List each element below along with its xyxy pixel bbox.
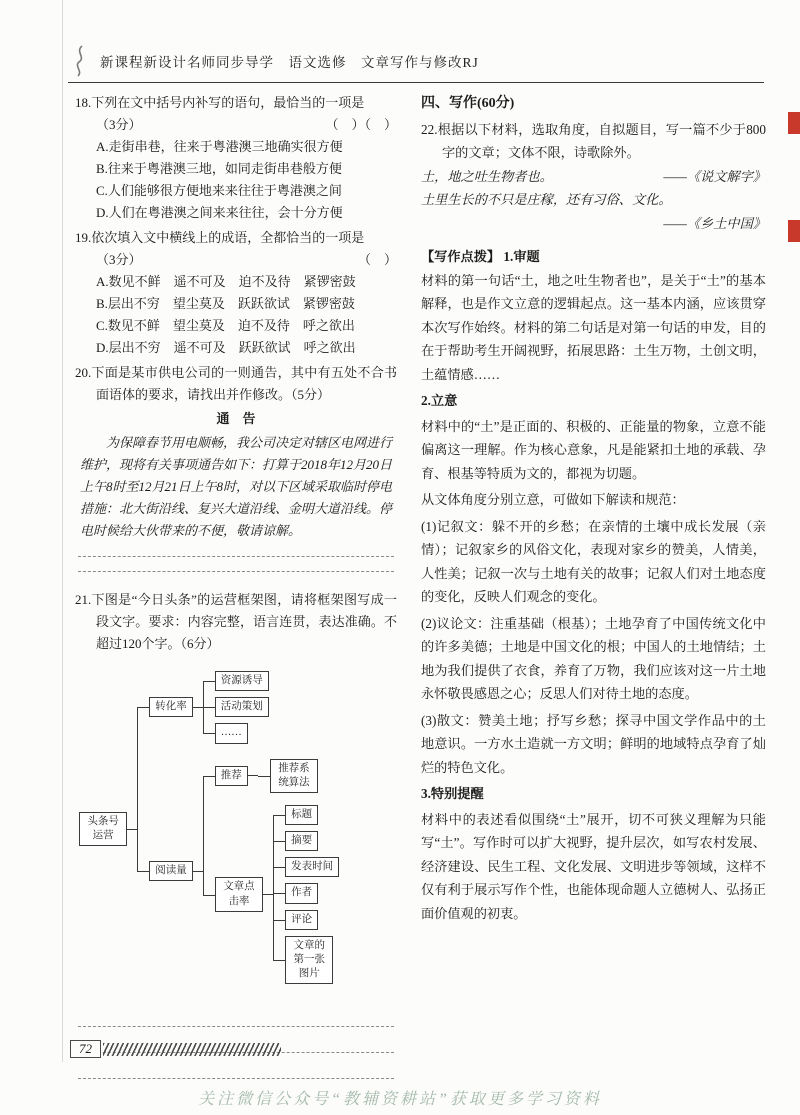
flowchart-branch-reading xyxy=(137,750,339,994)
question-19-score: （3分） xyxy=(96,252,142,267)
question-18-option-b: B.往来于粤港澳三地，如同走街串巷般方便 xyxy=(96,161,342,176)
tips-section-2-para-1: 材料中的“土”是正面的、积极的、正能量的物象，立意不能偏离这一理解。作为核心意象，凡是能紧扣土地的承载、孕育、根基等特质为文的，都视为切题。 xyxy=(421,418,766,481)
answer-line xyxy=(78,1078,394,1079)
flowchart-node-recommend: 推荐 xyxy=(215,766,248,786)
question-18 xyxy=(75,92,397,224)
question-19-option-b: B.层出不穷 望尘莫及 跃跃欲试 紧锣密鼓 xyxy=(96,296,355,311)
page-footer xyxy=(70,1040,281,1058)
spacer xyxy=(75,557,397,571)
header-rule xyxy=(68,82,764,83)
flowchart-node-ctr: 文章点击率 xyxy=(215,877,263,911)
quote-2-text: 土里生长的不只是庄稼，还有习俗、文化。 xyxy=(421,192,672,207)
writing-tips-heading xyxy=(421,245,766,269)
quote-1-text: 土，地之吐生物者也。 xyxy=(421,168,553,184)
flowchart-leaf xyxy=(273,933,339,988)
question-18-option-a: A.走街串巷，往来于粤港澳三地确实很方便 xyxy=(96,139,343,154)
question-22-stem: 22.根据以下材料，选取角度，自拟题目，写一篇不少于800字的文章；文体不限，诗歌除外。 xyxy=(421,121,766,160)
question-19 xyxy=(75,227,397,359)
tips-section-1-body: 材料的第一句话“土，地之吐生物者也”，是关于“土”的基本解释，也是作文立意的逻辑起点。这一基本内涵，应该贯穿本次写作始终。材料的第二句话是对第一句话的申发，目的在于帮助考生开阔视野，拓展思路：土生万物，土创文明，土蕴情感…… xyxy=(421,272,766,382)
question-19-option-c: C.数见不鲜 望尘莫及 迫不及待 呼之欲出 xyxy=(96,318,355,333)
flowchart-leaf xyxy=(203,668,269,694)
flowchart-connector xyxy=(193,871,203,872)
flowchart-node-ellipsis: …… xyxy=(215,723,248,743)
flowchart-leaf xyxy=(273,880,339,906)
section-heading: 四、写作(60分) xyxy=(421,96,515,111)
flowchart-branch-conversion xyxy=(137,665,339,750)
page-content xyxy=(75,92,766,1082)
tips-section-2-para-2: 从文体角度分别立意，可做如下解读和规范： xyxy=(421,492,685,507)
question-18-answer-bracket: （ ）（ ） xyxy=(325,117,397,132)
tips-section-3-body: 材料中的表述看似围绕“土”展开，切不可狭义理解为只能写“土”。写作时可以扩大视野，提升层次，如写农村发展、经济建设、民生工程、文化发展、文明进步等领域，这样不仅有利于展示写作个性，也能体现命题人立德树人、弘扬正面价值观的初衷。 xyxy=(421,811,766,921)
flowchart-node-conversion: 转化率 xyxy=(149,697,193,717)
tips-section-3-title: 3.特别提醒 xyxy=(421,786,484,801)
flowchart-ctr-children xyxy=(273,802,339,987)
flowchart-branch-recommend xyxy=(203,753,339,799)
flowchart-node-first-image: 文章的第一张图片 xyxy=(285,936,333,985)
right-column xyxy=(421,92,766,1082)
question-19-answer-bracket: （ ） xyxy=(357,252,397,267)
spacer xyxy=(75,572,397,586)
left-margin-line xyxy=(62,0,63,1062)
flowchart-node-pubtime: 发表时间 xyxy=(285,857,339,877)
question-21-stem: 21.下图是“今日头条”的运营框架图，请将框架图写成一段文字。要求：内容完整，语言连贯，表达准确。不超过120个字。（6分） xyxy=(75,592,397,651)
question-21 xyxy=(75,589,397,1079)
margin-tab-second xyxy=(788,220,800,242)
q21-flowchart xyxy=(79,665,397,993)
question-19-stem: 19.依次填入文中横线上的成语，全都恰当的一项是 xyxy=(75,230,365,245)
question-18-score-line xyxy=(75,114,397,136)
flowchart-connector xyxy=(127,829,137,830)
question-18-option-d: D.人们在粤港澳之间来来往往，会十分方便 xyxy=(96,205,343,220)
spacer xyxy=(75,542,397,556)
flowchart-root-node: 头条号运营 xyxy=(79,812,127,846)
watermark-text: 关注微信公众号“教辅资耕站”获取更多学习资料 xyxy=(198,1091,602,1108)
question-19-option-d: D.层出不穷 遥不可及 跃跃欲试 呼之欲出 xyxy=(96,340,356,355)
flowchart-node-reading: 阅读量 xyxy=(149,861,193,881)
flowchart-node-author: 作者 xyxy=(285,883,318,903)
quote-1-row xyxy=(421,165,766,189)
tips-section-2-title: 2.立意 xyxy=(421,393,458,408)
flowchart-connector xyxy=(193,707,203,708)
flowchart-leaf xyxy=(273,828,339,854)
tips-section-2-para-3: (1)记叙文：躲不开的乡愁；在亲情的土壤中成长发展（亲情）；记叙家乡的风俗文化，表现对家乡的赞美，人情美，人性美；记叙一次与土地有关的故事；记叙人们对土地态度的变化，反映人们观念的变化。 xyxy=(421,518,766,604)
decorative-flourish-icon xyxy=(72,44,88,78)
flowchart-level-1 xyxy=(137,665,339,993)
flowchart-leaf xyxy=(203,694,269,720)
flowchart-conversion-children xyxy=(203,668,269,747)
header-title: 新课程新设计名师同步导学 语文选修 文章写作与修改RJ xyxy=(100,55,479,70)
spacer xyxy=(75,1001,397,1026)
flowchart-node-abstract: 摘要 xyxy=(285,831,318,851)
flowchart-reading-children xyxy=(203,753,339,991)
flowchart-leaf xyxy=(273,802,339,828)
quote-2-source: ——《乡土中国》 xyxy=(663,215,766,231)
decorative-hatch xyxy=(103,1043,281,1056)
page-header xyxy=(72,44,479,78)
question-18-stem: 18.下列在文中括号内补写的语句，最恰当的一项是 xyxy=(75,95,365,110)
flowchart-branch-ctr xyxy=(203,799,339,990)
question-20-stem: 20.下面是某市供电公司的一则通告，其中有五处不合书面语体的要求，请找出并作修改。（5分） xyxy=(75,365,397,402)
flowchart-leaf xyxy=(203,720,269,746)
flowchart-node-activity: 活动策划 xyxy=(215,697,269,717)
tips-section-1-title: 1.审题 xyxy=(503,249,540,264)
flowchart-leaf xyxy=(273,854,339,880)
flowchart-leaf xyxy=(258,756,318,796)
notice-block xyxy=(77,408,395,542)
flowchart-node-resource: 资源诱导 xyxy=(215,671,269,691)
quote-1-source: ——《说文解字》 xyxy=(663,168,766,184)
flowchart-connector xyxy=(248,775,258,776)
flowchart-leaf xyxy=(273,907,339,933)
flowchart-node-title: 标题 xyxy=(285,805,318,825)
flowchart-connector xyxy=(263,894,273,895)
question-20 xyxy=(75,362,397,586)
left-column xyxy=(75,92,397,1082)
page-number: 72 xyxy=(70,1040,101,1058)
flowchart-node-comments: 评论 xyxy=(285,910,318,930)
flowchart-node-algorithm: 推荐系统算法 xyxy=(270,759,318,793)
question-18-option-c: C.人们能够很方便地来来往往于粤港澳之间 xyxy=(96,183,342,198)
tips-section-2-para-4: (2)议论文：注重基础（根基）；土地孕育了中国传统文化中的许多美德；土地是中国文化的根；中国人的土地情结；土地为我们提供了衣食，养育了万物，我们应该对这一片土地永怀敬畏感恩之心；反思人们对待土地的态度。 xyxy=(421,615,766,701)
notice-body: 为保障春节用电顺畅，我公司决定对辖区电网进行维护，现将有关事项通告如下：打算于2018年12月20日上午8时至12月21日上午8时，对以下区域采取临时停电措施：北大街沿线、复兴大道沿线、金明大道沿线。停电时候给大伙带来的不便，敬请谅解。 xyxy=(80,435,393,538)
tips-section-2-para-5: (3)散文：赞美土地；抒写乡愁；探寻中国文学作品中的土地意识。一方水土造就一方文明；鲜明的地域特点孕育了灿烂的特色文化。 xyxy=(421,712,766,775)
question-18-score: （3分） xyxy=(96,117,142,132)
question-19-option-a: A.数见不鲜 遥不可及 迫不及待 紧锣密鼓 xyxy=(96,274,356,289)
question-19-score-line xyxy=(75,249,397,271)
notice-title: 通 告 xyxy=(216,411,256,426)
margin-tab-top xyxy=(788,112,800,134)
writing-tips-label: 【写作点拨】 xyxy=(421,249,501,264)
